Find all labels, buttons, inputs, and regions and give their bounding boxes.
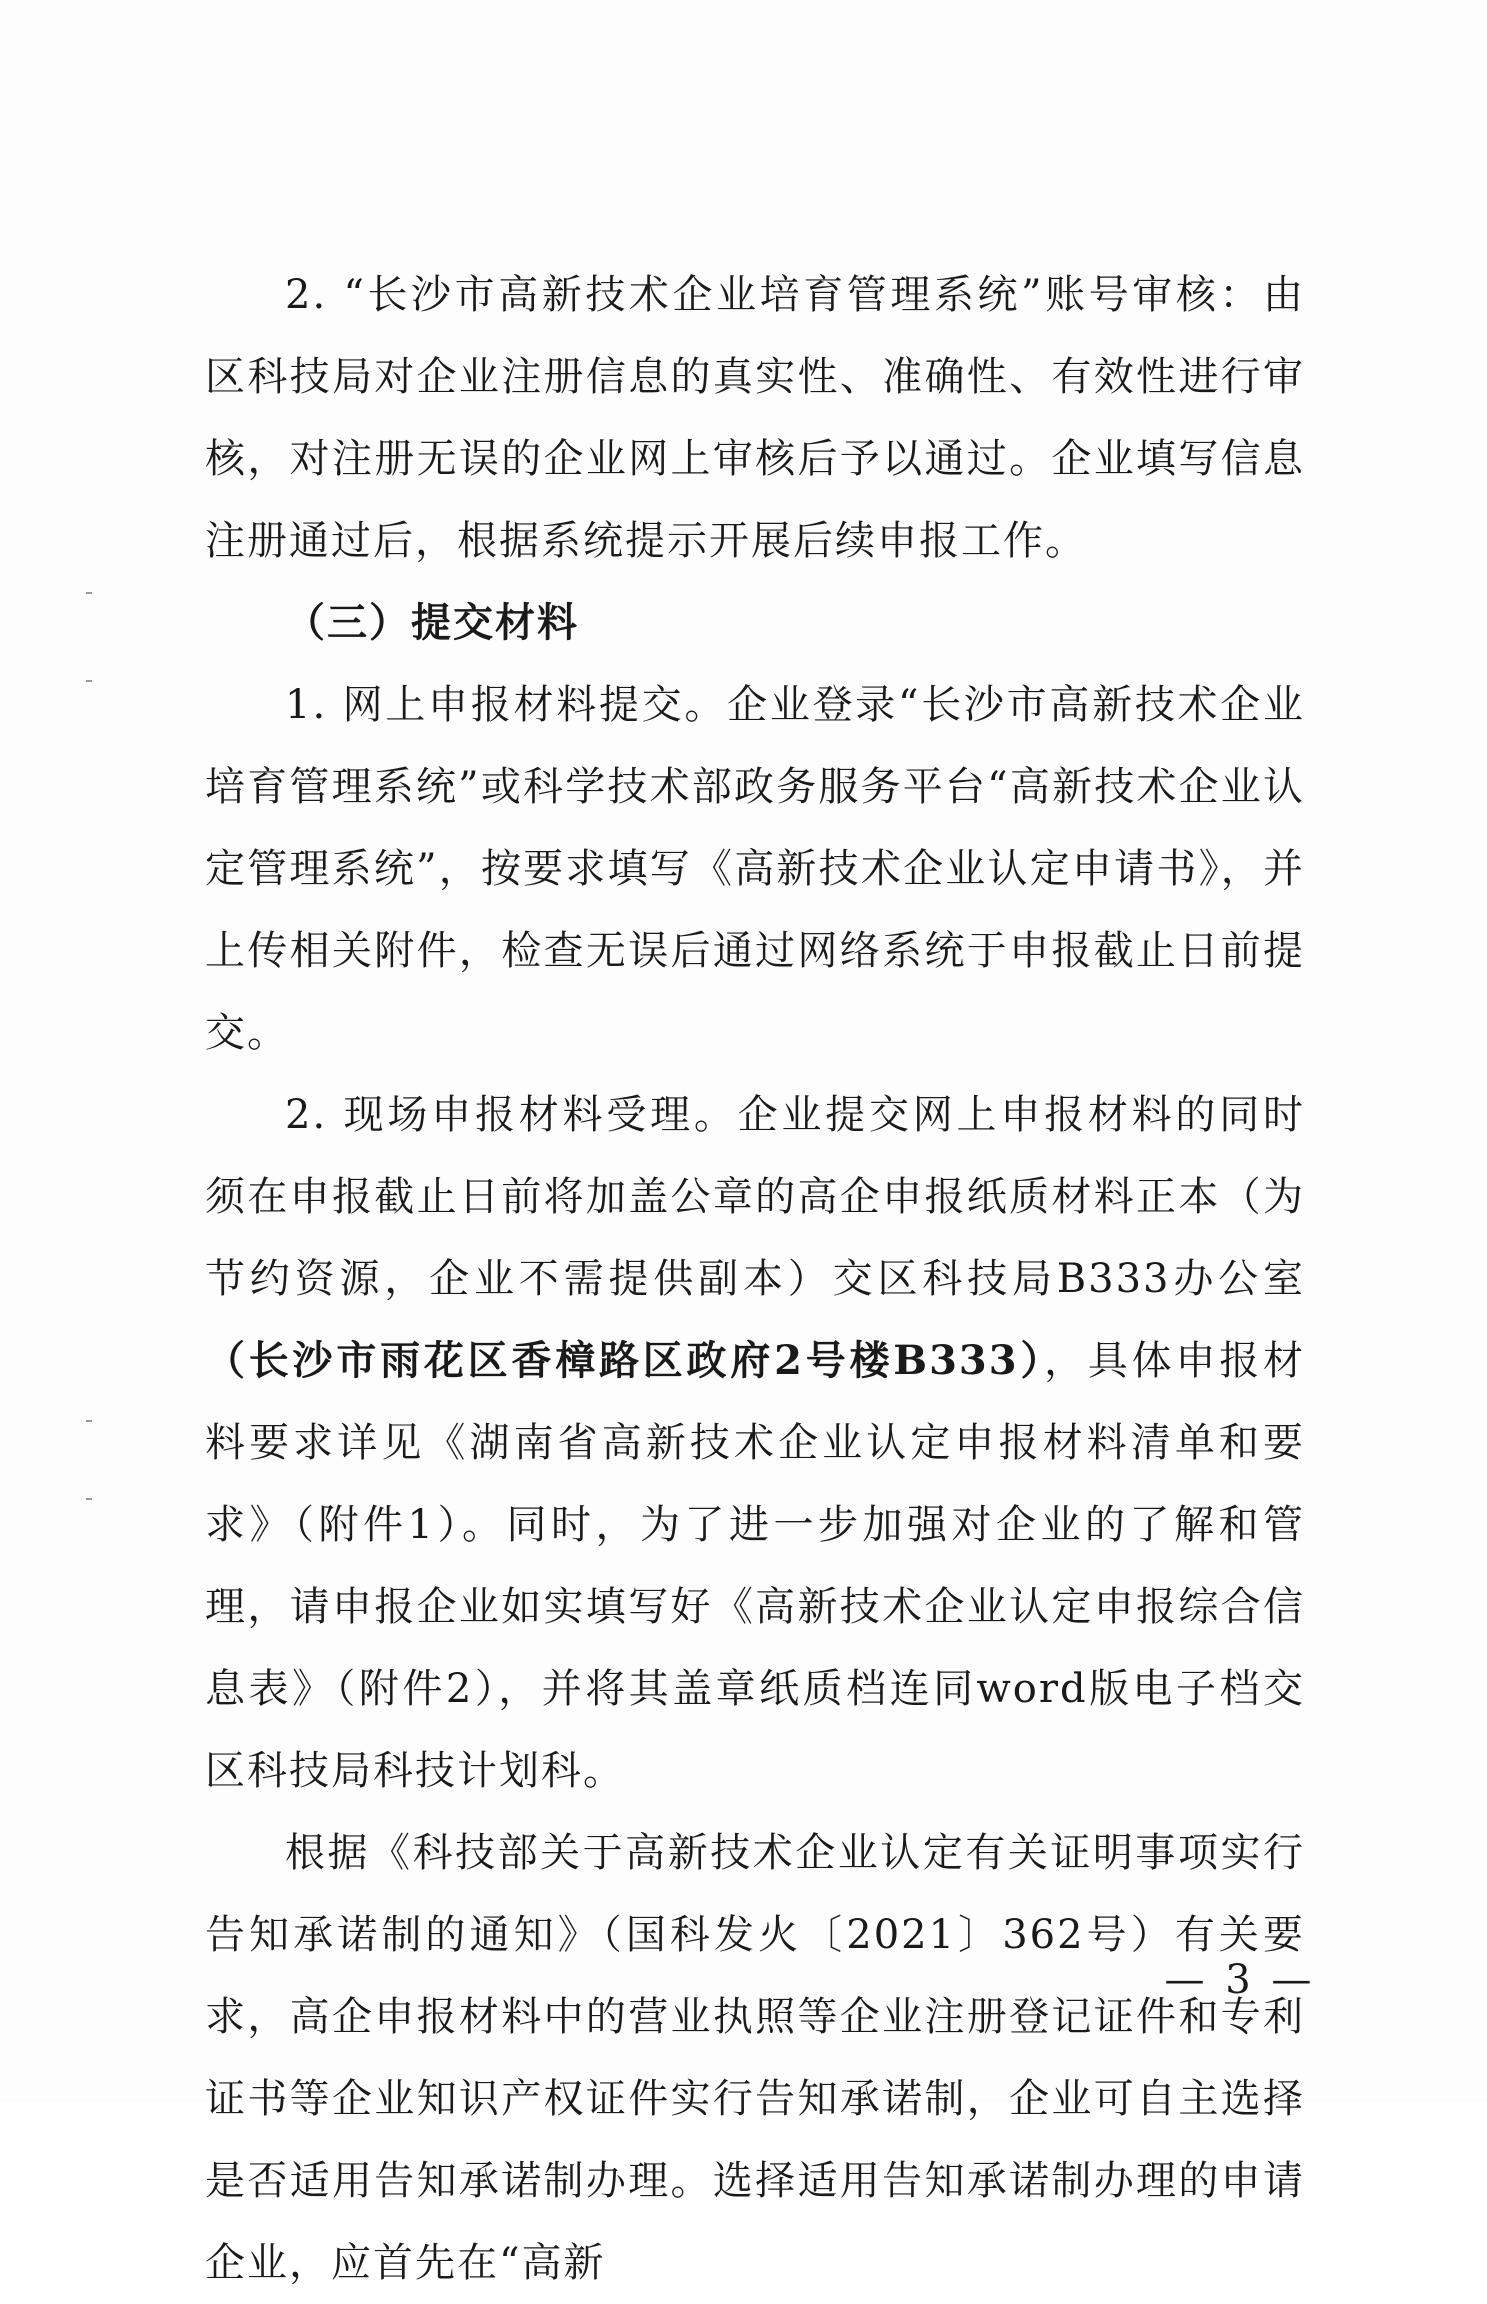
page-number: — 3 — <box>1164 1957 1316 2003</box>
scan-mark <box>86 592 92 594</box>
office-address: （长沙市雨花区香樟路区政府2号楼B333） <box>205 1337 1045 1384</box>
paragraph-account-review: 2. “长沙市高新技术企业培育管理系统”账号审核：由区科技局对企业注册信息的真实性、准确性、有效性进行审核，对注册无误的企业网上审核后予以通过。企业填写信息注册通过后，根据系统提示开展后续申报工作。 <box>205 272 1305 564</box>
onsite-text-part1: 2. 现场申报材料受理。企业提交网上申报材料的同时须在申报截止日前将加盖公章的高企申报纸质材料正本（为节约资源，企业不需提供副本）交区科技局B333办公室 <box>205 1092 1305 1302</box>
paragraph-commitment-system: 根据《科技部关于高新技术企业认定有关证明事项实行告知承诺制的通知》（国科发火〔2021〕362号）有关要求，高企申报材料中的营业执照等企业注册登记证件和专利证书等企业知识产权证件实行告知承诺制，企业可自主选择是否适用告知承诺制办理。选择适用告知承诺制办理的申请企业，应首先在“高新 <box>205 1830 1305 2286</box>
body-text <box>205 254 1305 2304</box>
scan-mark <box>86 1420 92 1422</box>
onsite-text-part2: ，具体申报材料要求详见《湖南省高新技术企业认定申报材料清单和要求》（附件1）。同时，为了进一步加强对企业的了解和管理，请申报企业如实填写好《高新技术企业认定申报综合信息表》（附件2），并将其盖章纸质档连同word版电子档交区科技局科技计划科。 <box>205 1338 1306 1794</box>
scan-mark <box>86 680 92 682</box>
paragraph-online-submission: 1. 网上申报材料提交。企业登录“长沙市高新技术企业培育管理系统”或科学技术部政务服务平台“高新技术企业认定管理系统”，按要求填写《高新技术企业认定申请书》，并上传相关附件，检查无误后通过网络系统于申报截止日前提交。 <box>205 682 1305 1056</box>
section-heading-submit-materials: （三）提交材料 <box>285 599 579 646</box>
scan-mark <box>86 1498 92 1500</box>
paragraph-onsite-acceptance <box>205 1074 1305 1812</box>
